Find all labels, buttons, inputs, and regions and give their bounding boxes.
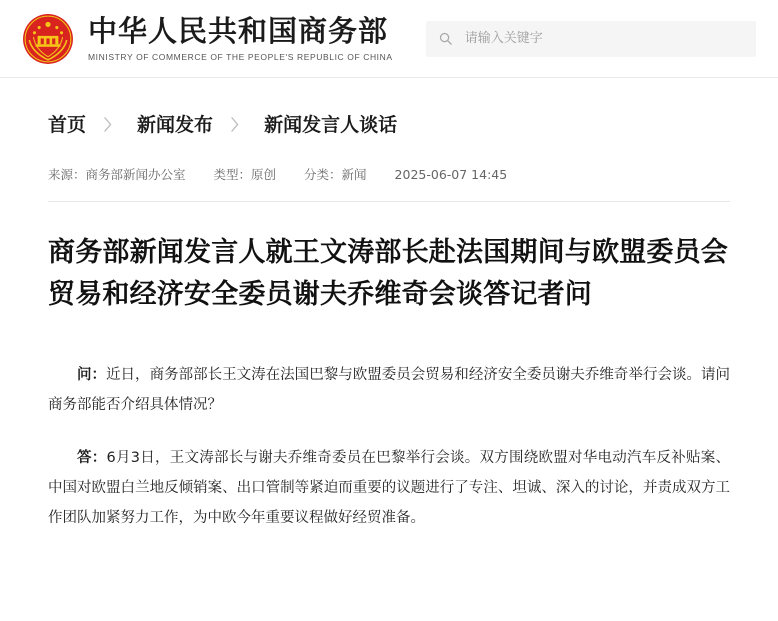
article-paragraph-answer (48, 443, 730, 534)
page-title: 商务部新闻发言人就王文涛部长赴法国期间与欧盟委员会贸易和经济安全委员谢夫乔维奇会谈答记者问 (48, 237, 728, 310)
article-meta (48, 155, 730, 201)
breadcrumb-item-news-release[interactable]: 新闻发布 (137, 114, 214, 136)
site-header (0, 0, 778, 78)
breadcrumb-separator: 〉 (231, 116, 247, 134)
breadcrumb-item-spokesperson-remarks[interactable]: 新闻发言人谈话 (264, 114, 398, 136)
breadcrumb-item-home[interactable]: 首页 (48, 114, 87, 136)
site-title-block (88, 15, 393, 62)
search-input[interactable] (463, 30, 744, 47)
page-container (24, 78, 754, 580)
national-emblem-icon (22, 13, 74, 65)
answer-lead-label: 答： (77, 449, 107, 466)
meta-type: 类型：原创 (213, 167, 277, 182)
search-box[interactable] (426, 21, 756, 57)
article-paragraph-question (48, 360, 730, 421)
answer-text: 6月3日，王文涛部长与谢夫乔维奇委员在巴黎举行会谈。双方围绕欧盟对华电动汽车反补贴案、中国对欧盟白兰地反倾销案、出口管制等紧迫而重要的议题进行了专注、坦诚、深入的讨论，并责成双方工作团队加紧努力工作，为中欧今年重要议程做好经贸准备。 (48, 449, 731, 527)
search-icon (438, 31, 453, 46)
question-text: 近日，商务部部长王文涛在法国巴黎与欧盟委员会贸易和经济安全委员谢夫乔维奇举行会谈。请问商务部能否介绍具体情况？ (48, 366, 731, 414)
meta-datetime: 2025-06-07 14:45 (394, 166, 508, 182)
meta-source: 来源：商务部新闻办公室 (48, 167, 186, 182)
meta-divider (48, 201, 730, 202)
site-title-en: MINISTRY OF COMMERCE OF THE PEOPLE'S REPUBLIC OF CHINA (88, 52, 393, 63)
breadcrumb-separator: 〉 (104, 116, 120, 134)
question-lead-label: 问： (77, 366, 107, 383)
meta-category: 分类：新闻 (304, 167, 367, 182)
site-title-cn: 中华人民共和国商务部 (88, 13, 389, 48)
article-body (48, 360, 730, 580)
breadcrumb (48, 78, 730, 155)
